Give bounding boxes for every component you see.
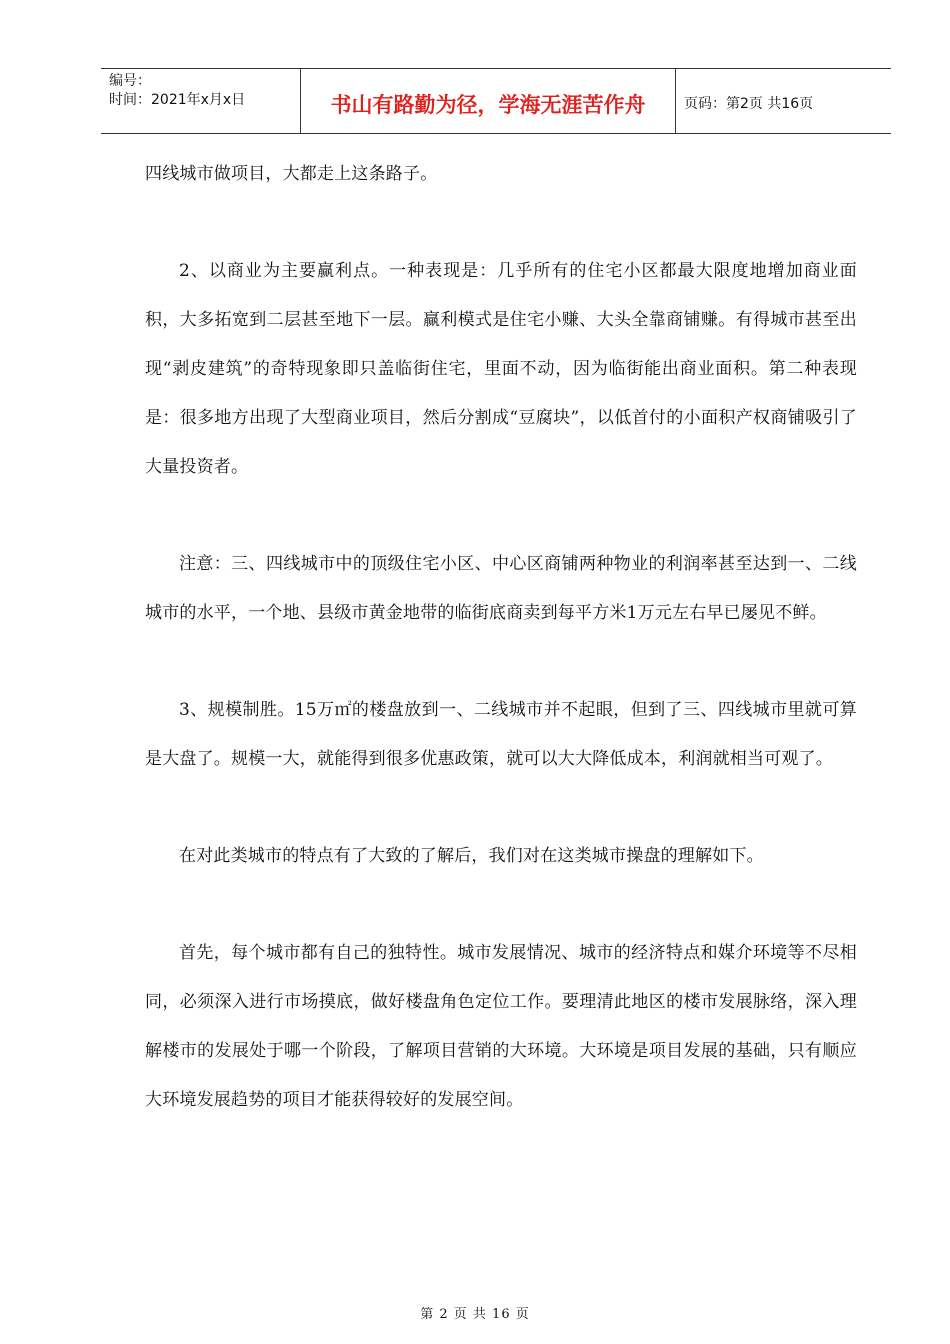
- page-header: [101, 68, 891, 134]
- header-page-info: 页码：第2页 共16页: [684, 96, 814, 112]
- paragraph-continuation: 四线城市做项目，大都走上这条路子。: [145, 164, 438, 184]
- number-label: 编号：: [109, 73, 151, 89]
- paragraph-note: 注意：三、四线城市中的顶级住宅小区、中心区商铺两种物业的利润率甚至达到一、二线城市的水平，一个地、县级市黄金地带的临街底商卖到每平方米1万元左右早已屡见不鲜。: [145, 554, 857, 623]
- header-motto: 书山有路勤为径，学海无涯苦作舟: [301, 69, 676, 133]
- paragraph-first: 首先，每个城市都有自己的独特性。城市发展情况、城市的经济特点和媒介环境等不尽相同，必须深入进行市场摸底，做好楼盘角色定位工作。要理清此地区的楼市发展脉络，深入理解楼市的发展处于哪一个阶段，了解项目营销的大环境。大环境是项目发展的基础，只有顺应大环境发展趋势的项目才能获得较好的发展空间。: [145, 943, 857, 1110]
- page-footer: 第 2 页 共 16 页: [420, 1307, 530, 1322]
- paragraph-understanding: 在对此类城市的特点有了大致的了解后，我们对在这类城市操盘的理解如下。: [179, 846, 764, 866]
- header-meta: [101, 69, 301, 133]
- paragraph-scale: 3、规模制胜。15万㎡的楼盘放到一、二线城市并不起眼，但到了三、四线城市里就可算是大盘了。规模一大，就能得到很多优惠政策，就可以大大降低成本，利润就相当可观了。: [145, 700, 857, 769]
- document-body: [145, 150, 857, 1173]
- time-label: 时间：2021年x月x日: [109, 92, 246, 108]
- paragraph-commercial-profit: 2、以商业为主要赢利点。一种表现是：几乎所有的住宅小区都最大限度地增加商业面积，大多拓宽到二层甚至地下一层。赢利模式是住宅小赚、大头全靠商铺赚。有得城市甚至出现“剥皮建筑”的奇特现象即只盖临街住宅，里面不动，因为临街能出商业面积。第二种表现是：很多地方出现了大型商业项目，然后分割成“豆腐块”，以低首付的小面积产权商铺吸引了大量投资者。: [145, 261, 857, 477]
